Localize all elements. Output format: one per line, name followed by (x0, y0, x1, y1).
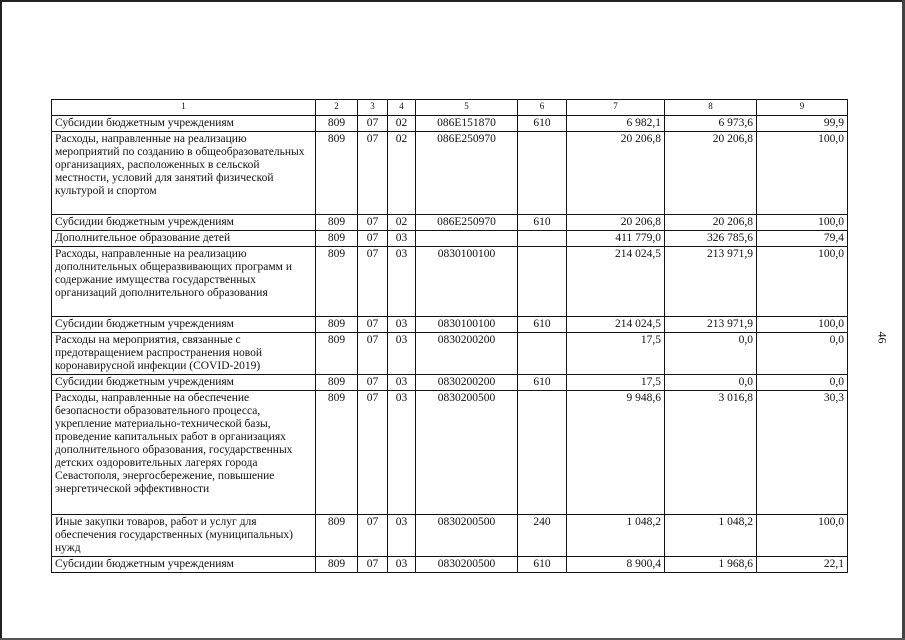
table-header-row (52, 100, 848, 116)
row-plan-cell: 20 206,8 (567, 215, 665, 231)
table-row (52, 231, 848, 247)
row-executed-cell: 1 048,2 (665, 515, 757, 557)
row-subsection-cell: 03 (388, 515, 416, 557)
row-target-article-cell: 0830200500 (416, 557, 518, 573)
row-percent-cell: 79,4 (757, 231, 848, 247)
row-target-article-cell: 086E250970 (416, 215, 518, 231)
row-name-cell: Субсидии бюджетным учреждениям (52, 116, 316, 132)
header-cell: 4 (388, 100, 416, 116)
row-percent-cell: 100,0 (757, 247, 848, 317)
row-name-cell: Расходы на мероприятия, связанные с предотвращением распространения новой коронавирусной инфекции (COVID-2019) (52, 333, 316, 375)
row-ved-cell: 809 (316, 247, 358, 317)
header-cell: 7 (567, 100, 665, 116)
table-row (52, 317, 848, 333)
row-ved-cell: 809 (316, 231, 358, 247)
budget-table (51, 99, 848, 573)
row-expense-type-cell: 610 (518, 557, 567, 573)
row-subsection-cell: 03 (388, 247, 416, 317)
header-cell: 3 (358, 100, 388, 116)
row-section-cell: 07 (358, 375, 388, 391)
row-executed-cell: 20 206,8 (665, 132, 757, 215)
row-ved-cell: 809 (316, 132, 358, 215)
row-name-cell: Иные закупки товаров, работ и услуг для обеспечения государственных (муниципальных) нужд (52, 515, 316, 557)
row-expense-type-cell: 610 (518, 375, 567, 391)
row-section-cell: 07 (358, 515, 388, 557)
row-executed-cell: 213 971,9 (665, 247, 757, 317)
row-name-cell: Субсидии бюджетным учреждениям (52, 215, 316, 231)
row-section-cell: 07 (358, 231, 388, 247)
row-plan-cell: 214 024,5 (567, 317, 665, 333)
row-plan-cell: 411 779,0 (567, 231, 665, 247)
row-executed-cell: 20 206,8 (665, 215, 757, 231)
row-target-article-cell: 0830200200 (416, 333, 518, 375)
row-executed-cell: 3 016,8 (665, 391, 757, 515)
row-ved-cell: 809 (316, 317, 358, 333)
header-cell: 2 (316, 100, 358, 116)
row-expense-type-cell: 610 (518, 116, 567, 132)
row-plan-cell: 20 206,8 (567, 132, 665, 215)
row-subsection-cell: 02 (388, 132, 416, 215)
scan-border-left (0, 0, 2, 640)
row-subsection-cell: 03 (388, 391, 416, 515)
row-name-cell: Расходы, направленные на реализацию дополнительных общеразвивающих программ и содержание имущества государственных организаций дополнительного образования (52, 247, 316, 317)
row-percent-cell: 0,0 (757, 375, 848, 391)
header-cell: 6 (518, 100, 567, 116)
table-row (52, 375, 848, 391)
table-row (52, 333, 848, 375)
row-plan-cell: 17,5 (567, 375, 665, 391)
row-target-article-cell: 0830100100 (416, 247, 518, 317)
row-subsection-cell: 02 (388, 116, 416, 132)
row-expense-type-cell (518, 391, 567, 515)
row-name-cell: Субсидии бюджетным учреждениям (52, 557, 316, 573)
header-cell: 8 (665, 100, 757, 116)
row-name-cell: Дополнительное образование детей (52, 231, 316, 247)
row-name-cell: Расходы, направленные на реализацию мероприятий по созданию в общеобразовательных организациях, расположенных в сельской местности, условий для занятий физической культурой и спортом (52, 132, 316, 215)
row-plan-cell: 8 900,4 (567, 557, 665, 573)
row-percent-cell: 99,9 (757, 116, 848, 132)
row-subsection-cell: 03 (388, 317, 416, 333)
row-subsection-cell: 03 (388, 375, 416, 391)
table-row (52, 132, 848, 215)
row-section-cell: 07 (358, 333, 388, 375)
row-target-article-cell: 0830200200 (416, 375, 518, 391)
row-ved-cell: 809 (316, 391, 358, 515)
table-row (52, 557, 848, 573)
row-ved-cell: 809 (316, 333, 358, 375)
row-name-cell: Субсидии бюджетным учреждениям (52, 375, 316, 391)
row-expense-type-cell (518, 231, 567, 247)
row-expense-type-cell (518, 247, 567, 317)
row-plan-cell: 6 982,1 (567, 116, 665, 132)
row-executed-cell: 6 973,6 (665, 116, 757, 132)
row-ved-cell: 809 (316, 515, 358, 557)
row-percent-cell: 100,0 (757, 515, 848, 557)
row-name-cell: Расходы, направленные на обеспечение безопасности образовательного процесса, укрепление материально-технической базы, проведение капитальных работ в организациях дополнительного образования, государственных детских оздоровительных лагерях города Севастополя, энергосбережение, повышение энергетической эффективности (52, 391, 316, 515)
row-target-article-cell (416, 231, 518, 247)
row-target-article-cell: 0830100100 (416, 317, 518, 333)
row-section-cell: 07 (358, 557, 388, 573)
row-ved-cell: 809 (316, 375, 358, 391)
row-percent-cell: 100,0 (757, 215, 848, 231)
row-plan-cell: 1 048,2 (567, 515, 665, 557)
table-row (52, 391, 848, 515)
row-target-article-cell: 0830200500 (416, 515, 518, 557)
row-section-cell: 07 (358, 116, 388, 132)
row-expense-type-cell (518, 333, 567, 375)
row-section-cell: 07 (358, 391, 388, 515)
row-subsection-cell: 02 (388, 215, 416, 231)
row-section-cell: 07 (358, 132, 388, 215)
row-ved-cell: 809 (316, 557, 358, 573)
row-expense-type-cell: 240 (518, 515, 567, 557)
row-expense-type-cell (518, 132, 567, 215)
row-subsection-cell: 03 (388, 231, 416, 247)
row-executed-cell: 1 968,6 (665, 557, 757, 573)
row-executed-cell: 0,0 (665, 375, 757, 391)
table-row (52, 215, 848, 231)
scan-border-top (0, 0, 905, 2)
page-number: 46 (875, 331, 890, 344)
row-expense-type-cell: 610 (518, 215, 567, 231)
header-cell: 1 (52, 100, 316, 116)
row-percent-cell: 30,3 (757, 391, 848, 515)
row-percent-cell: 100,0 (757, 132, 848, 215)
row-plan-cell: 9 948,6 (567, 391, 665, 515)
row-name-cell: Субсидии бюджетным учреждениям (52, 317, 316, 333)
table-row (52, 116, 848, 132)
row-plan-cell: 214 024,5 (567, 247, 665, 317)
row-percent-cell: 100,0 (757, 317, 848, 333)
row-section-cell: 07 (358, 317, 388, 333)
header-cell: 5 (416, 100, 518, 116)
row-percent-cell: 22,1 (757, 557, 848, 573)
row-target-article-cell: 086E151870 (416, 116, 518, 132)
row-executed-cell: 326 785,6 (665, 231, 757, 247)
row-expense-type-cell: 610 (518, 317, 567, 333)
row-executed-cell: 0,0 (665, 333, 757, 375)
row-section-cell: 07 (358, 247, 388, 317)
row-section-cell: 07 (358, 215, 388, 231)
row-subsection-cell: 03 (388, 333, 416, 375)
row-target-article-cell: 0830200500 (416, 391, 518, 515)
table-row (52, 515, 848, 557)
row-ved-cell: 809 (316, 215, 358, 231)
row-percent-cell: 0,0 (757, 333, 848, 375)
row-target-article-cell: 086E250970 (416, 132, 518, 215)
row-executed-cell: 213 971,9 (665, 317, 757, 333)
row-subsection-cell: 03 (388, 557, 416, 573)
header-cell: 9 (757, 100, 848, 116)
row-plan-cell: 17,5 (567, 333, 665, 375)
table-row (52, 247, 848, 317)
row-ved-cell: 809 (316, 116, 358, 132)
